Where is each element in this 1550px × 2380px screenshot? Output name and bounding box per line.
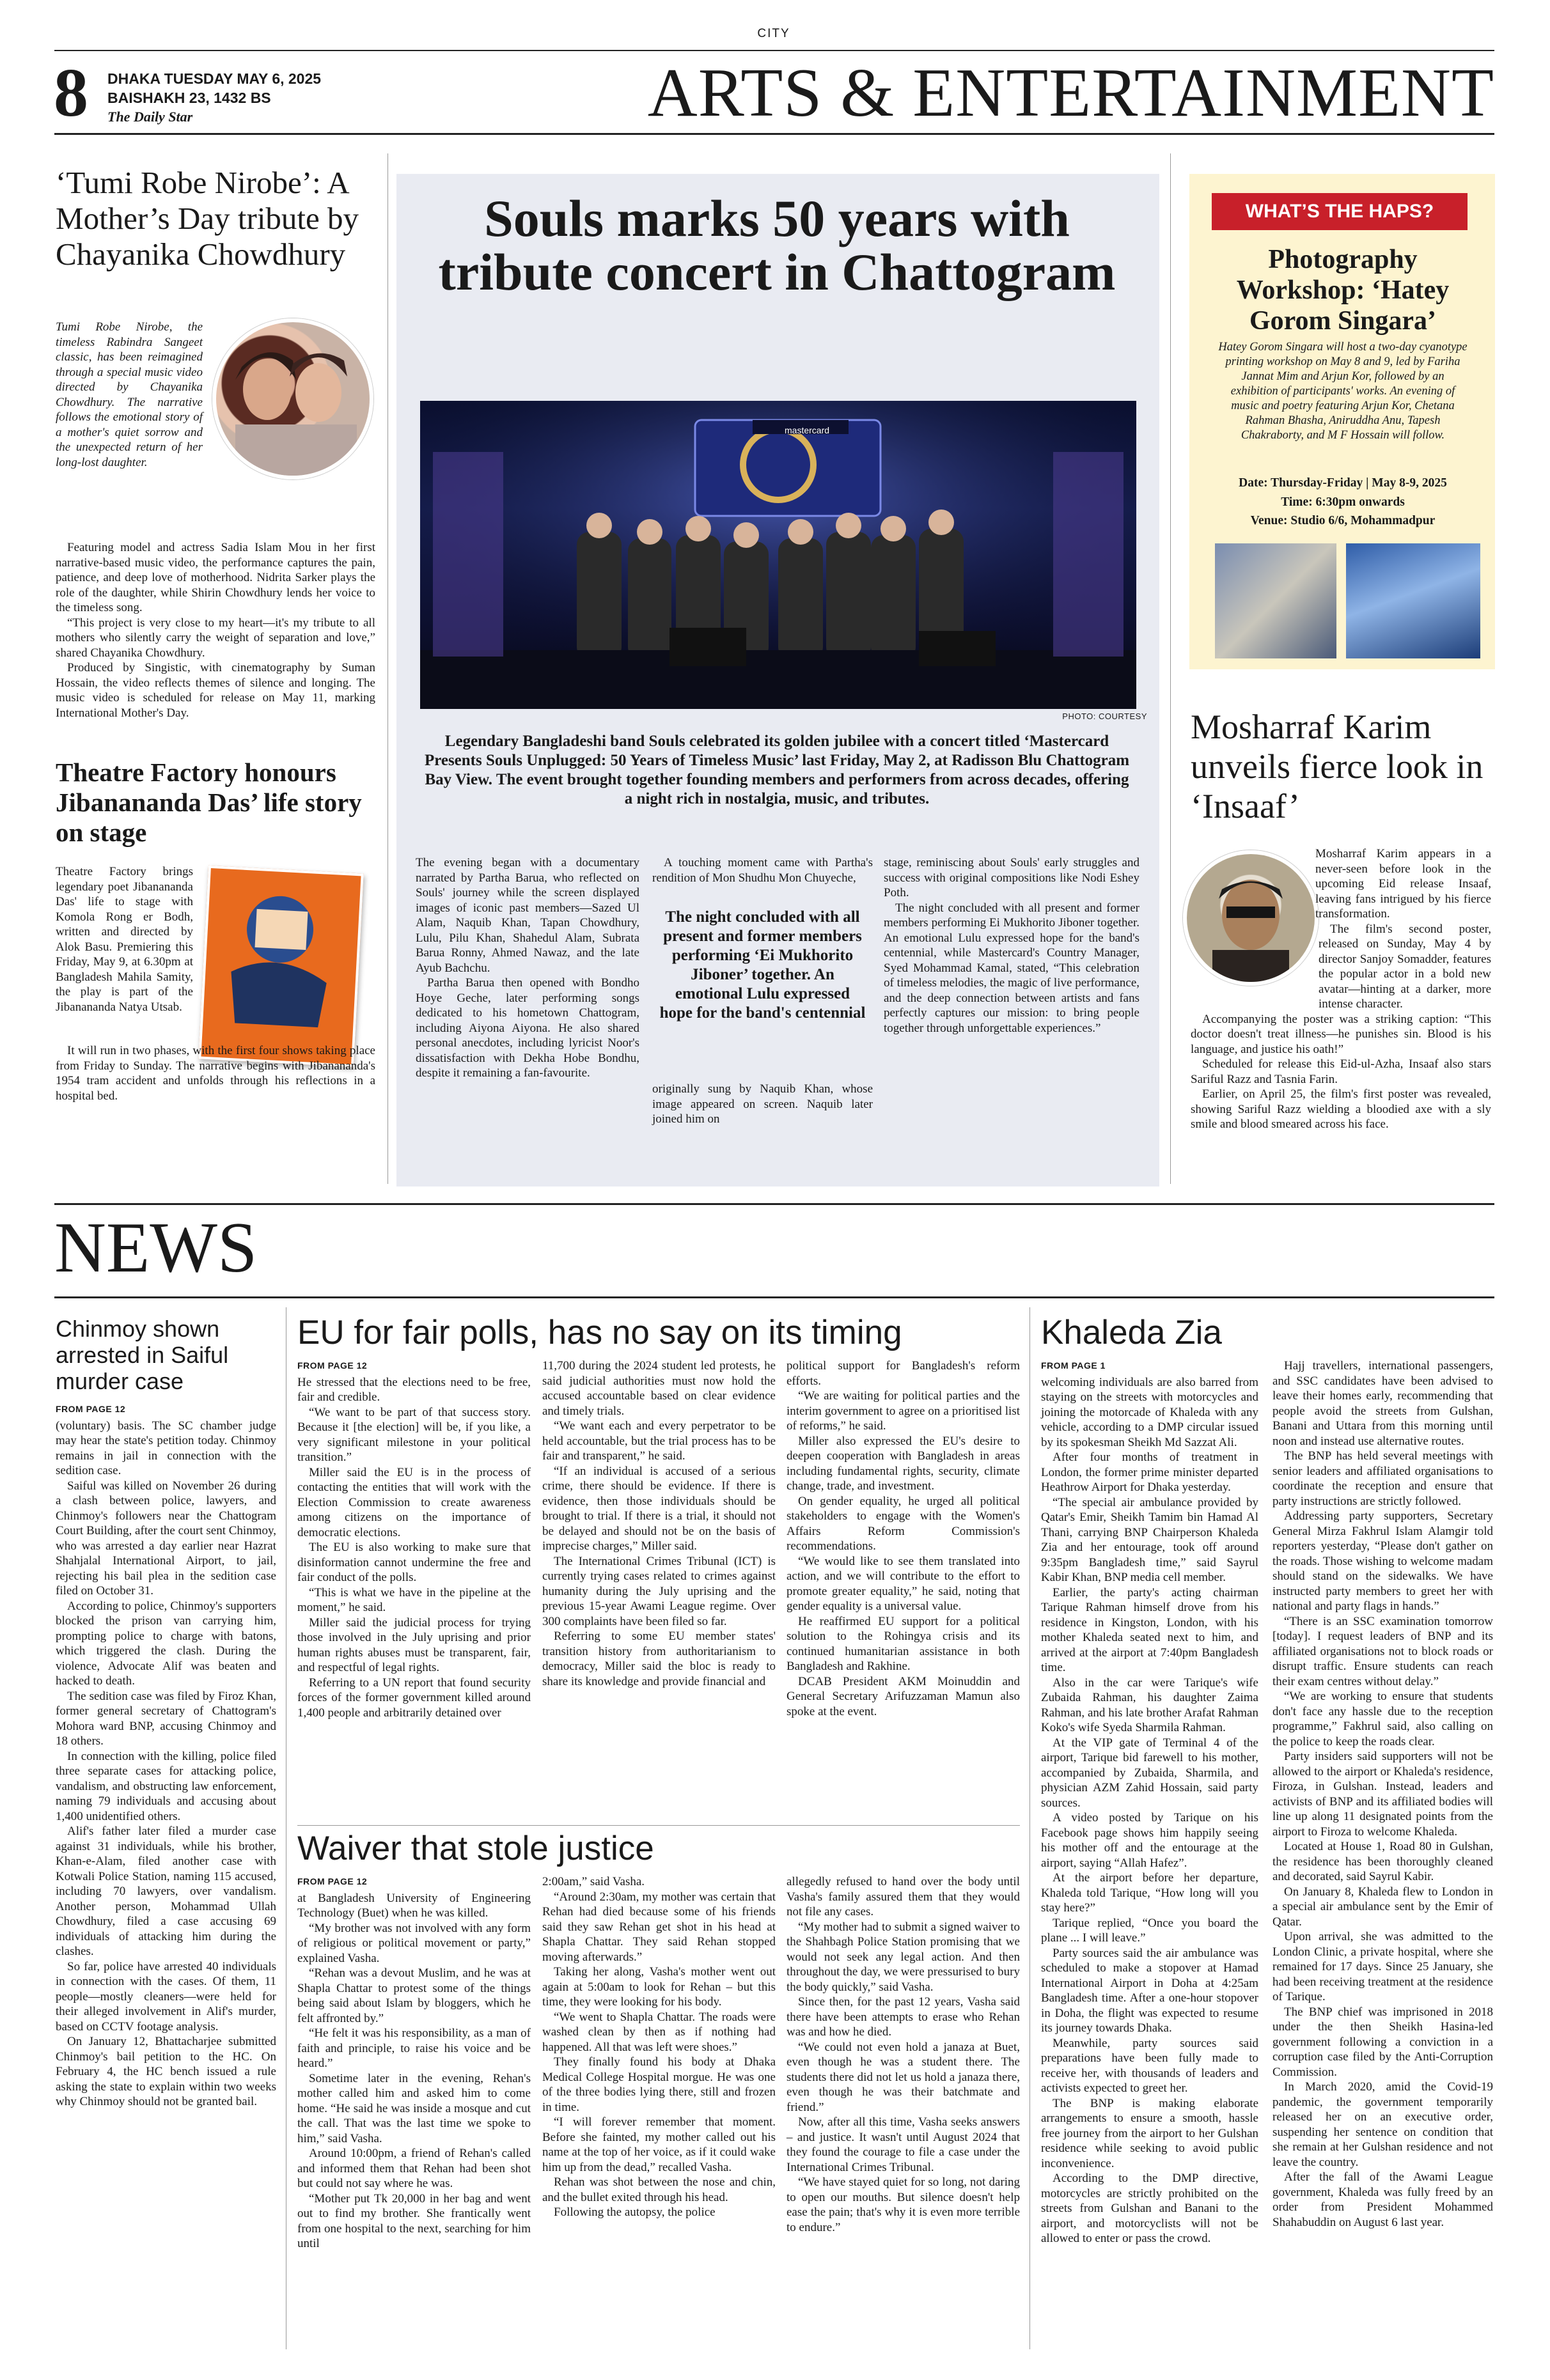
khaleda-col1: FROM PAGE 1 welcoming individuals are also barred from staying on the streets with motorcycles and joining the motorcade of Khaleda with any vehicle, according to a DMP circular issued by its spokesman Sheikh Md Sazzat Ali. After four months of treatment in London, the former prime minister departed Heathrow Airport for Dhaka yesterday. “The special air ambulance provided by Qatar's Emir, Sheikh Tamim bin Hamad Al Thani, carrying BNP Chairperson Khaleda Zia and her entourage, took off around 9:35pm Bangladesh time,” said Sayrul Kabir Khan, BNP media cell member. Earlier, the party's acting chairman Tarique Rahman himself drove from his residence in Kingston, London, with his mother Khaleda seated next to him, and arrived at the airport at 7:40pm Bangladesh time. Also in the car were Tarique's wife Zubaida Rahman, his daughter Zaima Rahman, and his late brother Arafat Rahman Koko's wife Syeda Sharmila Rahman. At the VIP gate of Terminal 4 of the airport, Tarique bid farewell to his mother, accompanied by Zubaida, Sharmila, and physician AZM Zahid Hossain, said party sources. A video posted by Tarique on his Facebook page shows him happily seeing his mother off and the entourage at the airport, saying “Allah Hafez”. At the airport before her departure, Khaleda told Tarique, “How long will you stay here?” Tarique replied, “Once you board the plane ... I will leave.” Party sources said the air ambulance was scheduled to make a stopover at Hamad International Airport in Doha at 4:25am Bangladesh time. After a one-hour stopover in Doha, the flight was expected to resume its journey towards Dhaka. Meanwhile, party sources said preparations have been fully made to receive her, with thousands of leaders and activists expected to greet her. The BNP is making elaborate arrangements to ensure a smooth, hassle free journey from the airport to her Gulshan residence while seeking to avoid public inconvenience. According to the DMP directive, motorcycles are strictly prohibited on the streets from Gulshan and Banani to the airport, and motorcyclists will not be allowed to enter or pass the crowd. bbox=[1041, 1358, 1258, 2246]
tumi-article bbox=[56, 165, 375, 272]
theatre-body-rest bbox=[56, 1043, 375, 1103]
news-top-rule bbox=[54, 1203, 1494, 1205]
theatre-body bbox=[56, 864, 193, 1015]
mosharraf-headline: Mosharraf Karim unveils fierce look in ‘Insaaf’ bbox=[1191, 708, 1483, 825]
souls-headline: Souls marks 50 years with tribute concert in Chattogram bbox=[438, 189, 1116, 301]
mosharraf-body bbox=[1191, 846, 1491, 1132]
col-divider-right bbox=[1170, 153, 1171, 1184]
theatre-poster bbox=[198, 866, 364, 1067]
souls-col3-p2: The night concluded with all present and former members performing Ei Mukhorito Jiboner together. An emotional Lulu expressed hope for the band's centennial, while Mastercard's Country Manager, Syed Mohammad Kamal, stated, “This celebration of timeless melodies, the magic of live performance, and the deep connection between artists and fans perfectly captures our mission: to bring people together through unforgettable experiences.” bbox=[884, 901, 1139, 1035]
haps-time: Time: 6:30pm onwards bbox=[1281, 495, 1405, 509]
page-number: 8 bbox=[54, 55, 88, 131]
tumi-p4: Produced by Singistic, with cinematography by Suman Hossain, the video reflects themes of silence and longing. The music video is scheduled for release on May 11, marking International Mother's Day. bbox=[56, 661, 375, 720]
news-title: NEWS bbox=[54, 1208, 258, 1287]
souls-col3 bbox=[884, 855, 1139, 1036]
tumi-headline: ‘Tumi Robe Nirobe’: A Mother’s Day tribute by Chayanika Chowdhury bbox=[56, 165, 359, 272]
eu-col1: FROM PAGE 12 He stressed that the elections need to be free, fair and credible. “We want to be part of that success story. Because it [the election] will be, if you like, a very significant milestone in your political transition.” Miller said the EU is in the process of contacting the entities that will work with the Election Commission to create awareness among citizens on the importance of democratic elections. The EU is also working to make sure that disinformation cannot undermine the free and fair conduct of the polls. “This is what we have in the pipeline at the moment,” he said. Miller said the judicial process for trying those involved in the July uprising and prior human rights abuses must be transparent, fair, and respectful of legal rights. Referring to a UN report that found security forces of the former government killed around 1,400 people and arbitrarily detained over bbox=[297, 1358, 531, 1720]
news-bottom-rule bbox=[54, 1296, 1494, 1298]
haps-body-text: Hatey Gorom Singara will host a two-day cyanotype printing workshop on May 8 and 9, led by Fariha Jannat Mim and Arjun Kor, followed by an exhibition of participants' works. An evening of music and poetry featuring Arjun Kor, Chetana Rahman Bhasha, Aniruddha Anu, Tapesh Chakraborty, and M F Hossain will follow. bbox=[1218, 341, 1468, 442]
haps-body bbox=[1218, 340, 1468, 443]
eu-waiver-rule bbox=[297, 1825, 1020, 1826]
photo-credit: PHOTO: COURTESY bbox=[1062, 712, 1147, 721]
khaleda-col2: Hajj travellers, international passengers, and SSC candidates have been advised to leave their homes early, recommending that people avoid the streets from Gulshan, Banani and Uttara from this morning until noon and instead use alternative routes. The BNP has held several meetings with senior leaders and affiliated organisations to coordinate the reception and ensure that party instructions are strictly followed. Addressing party supporters, Secretary General Mirza Fakhrul Islam Alamgir told reporters yesterday, “Please don't gather on the roads. Those wishing to welcome madam should stand on the sidewalks. We have instructed party members to greet her with national and party flags in hands.” “There is an SSC examination tomorrow [today]. I request leaders of BNP and its affiliated organisations not to block roads or disrupt traffic. Ensure students can reach their exam centres without delay.” “We are working to ensure that students don't face any hassle due to the reception programme,” Fakhrul said, also calling on the police to keep the roads clear. Party insiders said supporters will not be allowed to the airport or Khaleda's residence, Firoza, in Gulshan. Instead, leaders and activists of BNP and its affiliated bodies will line up along 11 designated points from the airport to Firoza to welcome Khaleda. Located at House 1, Road 80 in Gulshan, the residence has been thoroughly cleaned and decorated, said Sayrul Kabir. On January 8, Khaleda flew to London in a special air ambulance sent by the Emir of Qatar. Upon arrival, she was admitted to the London Clinic, a private hospital, where she remained for 17 days. Since 25 January, she had been receiving treatment at the residence of Tarique. The BNP chief was imprisoned in 2018 under the then Sheikh Hasina-led government following a conviction in a corruption case filed by the Anti-Corruption Commission. In March 2020, amid the Covid-19 pandemic, the government temporarily released her on an executive order, suspending her sentence on condition that she remain at her Gulshan residence and not leave the country. After the fall of the Awami League government, Khaleda was fully freed by an order from President Mohammed Shahabuddin on August 6 last year. bbox=[1272, 1359, 1493, 2229]
eu-col3: political support for Bangladesh's reform efforts. “We are waiting for political parties and the interim government to agree on a prioritised list of reforms,” he said. Miller also expressed the EU's desire to deepen cooperation with Bangladesh in areas including fundamental rights, security, climate change, trade, and investment. On gender equality, he urged all political stakeholders to engage with the Women's Affairs Reform Commission's recommendations. “We would like to see them translated into action, and we will contribute to the effort to promote greater equality,” he said, noting that gender equality is a universal value. He reaffirmed EU support for a political solution to the Rohingya crisis and its continued humanitarian assistance in both Bangladesh and Rakhine. DCAB President AKM Moinuddin and General Secretary Arifuzzaman Mamun also spoke at the event. bbox=[787, 1359, 1020, 1718]
mosharraf-p1: Mosharraf Karim appears in a never-seen before look in the upcoming Eid release Insaaf, leaving fans intrigued by his fierce transformation. bbox=[1315, 847, 1491, 921]
paper-name: The Daily Star bbox=[107, 109, 193, 125]
waiver-headline: Waiver that stole justice bbox=[297, 1830, 654, 1867]
top-rule bbox=[54, 50, 1494, 51]
souls-photo bbox=[420, 401, 1136, 709]
haps-image-right bbox=[1346, 543, 1480, 658]
souls-pullquote: The night concluded with all present and former members performing ‘Ei Mukhorito Jiboner’ together. An emotional Lulu expressed hope for the band's centennial bbox=[659, 908, 866, 1022]
eu-from: FROM PAGE 12 bbox=[297, 1360, 368, 1371]
souls-col1-p1: The evening began with a documentary narrated by Partha Barua, who reflected on Souls' journey while the screen displayed images of iconic past members—Sazed Ul Alam, Naquib Khan, Tapan Chowdhury, Lulu, Pilu Khan, Shahedul Alam, Subrata Barua Ronny, Ahmed Nawaz, and the late Ayub Bachchu. bbox=[416, 856, 639, 975]
chinmoy-from: FROM PAGE 12 bbox=[56, 1404, 126, 1414]
waiver-from: FROM PAGE 12 bbox=[297, 1876, 368, 1886]
souls-col2-top: A touching moment came with Partha's rendition of Mon Shudhu Mon Chuyeche, bbox=[652, 856, 873, 885]
mosharraf-p5: Earlier, on April 25, the film's first poster was revealed, showing Sariful Razz wielding a bloodied axe with a sly smile and blood smeared across his face. bbox=[1191, 1087, 1491, 1131]
souls-col1-p2: Partha Barua then opened with Bondho Hoye Gechе, later performing songs dedicated to his hometown Chattogram, including Aiyona Aiyona. He also shared personal anecdotes, including lyricist Noor's dissatisfaction with Dekha Hobe Bondhu, despite it remaining a fan-favourite. bbox=[416, 976, 639, 1080]
eu-col2: 11,700 during the 2024 student led protests, he said judicial authorities must now hold the accused accountable based on clear evidence and timely trials. “We want each and every perpetrator to be held accountable, but the trial process has to be fair and transparent,” he said. “If an individual is accused of a serious crime, there should be evidence. If there is evidence, then those individuals should be brought to trial. If there is a trial, it should not be delayed and should not be on the basis of imprecise charges,” Miller said. The International Crimes Tribunal (ICT) is currently trying cases related to crimes against humanity during the July uprising and the previous 15-year Awami League regime. Over 300 complaints have been filed so far. Referring to some EU member states' transition history from authoritarianism to democracy, Miller said the bloc is ready to share its knowledge and provide financial and bbox=[542, 1359, 776, 1688]
tumi-body-rest bbox=[56, 540, 375, 720]
haps-image-left bbox=[1215, 543, 1336, 658]
theatre-p2: It will run in two phases, with the first four shows taking place from Friday to Sunday. The narrative begins with Jibanananda's 1954 tram accident and unfolds through his reflections in a hospital bed. bbox=[56, 1044, 375, 1103]
chinmoy-headline: Chinmoy shown arrested in Saiful murder case bbox=[56, 1316, 229, 1394]
mosharraf-p2: The film's second poster, released on Sunday, May 4 by director Sanjoy Somadder, features the popular actor in a bold new avatar—hinting at a darker, more intense character. bbox=[1319, 922, 1491, 1011]
tumi-body bbox=[56, 320, 375, 470]
photo-banner-text: mastercard bbox=[785, 425, 830, 435]
souls-col2-bottom: originally sung by Naquib Khan, whose image appeared on screen. Naquib later joined him on bbox=[652, 1082, 873, 1126]
waiver-col2: 2:00am,” said Vasha. “Around 2:30am, my mother was certain that Rehan had died because some of his friends said they saw Rehan get shot in his head at Shapla Chattar. They said Rehan stopped moving afterwards.” Taking her along, Vasha's mother went out again at 5:00am to look for Rehan – but this time, they were looking for his body. “We went to Shapla Chattar. The roads were washed clean by then as if nothing had happened. All that was left were shoes.” They finally found his body at Dhaka Medical College Hospital morgue. He was one of the three bodies lying there, still and frozen in time. “I will forever remember that moment. Before she fainted, my mother called out his name at the top of her voice, as if it could wake him up from the dead,” recalled Vasha. Rehan was shot between the nose and chin, and the bullet exited through his head. Following the autopsy, the police bbox=[542, 1875, 776, 2219]
eu-headline: EU for fair polls, has no say on its timing bbox=[297, 1314, 902, 1351]
chinmoy-body: FROM PAGE 12 (voluntary) basis. The SC chamber judge may hear the state's petition today. Chinmoy remains in jail in connection with the sedition case. Saiful was killed on November 26 during a clash between police, lawyers, and Chinmoy's followers near the Chattogram Court Building, after the court sent Chinmoy, who was arrested a day earlier near Hazrat Shahjalal International Airport, to jail, rejecting his bail plea in the sedition case filed on October 31. According to police, Chinmoy's supporters blocked the prison van carrying him, prompting police to charge with batons, which triggered the clash. During the violence, Advocate Alif was beaten and hacked to death. The sedition case was filed by Firoz Khan, former general secretary of Chattogram's Mohora ward BNP, accusing Chinmoy and 18 others. In connection with the killing, police filed three separate cases for attacking police, vandalism, and obstructing law enforcement, naming 79 individuals and accusing about 1,400 unidentified others. Alif's father later filed a murder case against 31 individuals, while his brother, Khan-e-Alam, filed another case with Kotwali Police Station, naming 115 accused, including 70 lawyers, over vandalism. Another person, Mohammad Ullah Chowdhury, filed a case accusing 69 individuals of attacking him during the clashes. So far, police have arrested 40 individuals in connection with the cases. Of them, 11 people—mostly cleaners—were held for their alleged involvement in Alif's murder, based on CCTV footage analysis. On January 12, Bhattacharjee submitted Chinmoy's bail petition to the HC. On February 4, the HC bench issued a rule asking the state to explain within two weeks why Chinmoy should not be granted bail. bbox=[56, 1402, 276, 2110]
haps-venue: Venue: Studio 6/6, Mohammadpur bbox=[1250, 514, 1436, 527]
theatre-headline: Theatre Factory honours Jibanananda Das’ life story on stage bbox=[56, 758, 362, 847]
waiver-col3: allegedly refused to hand over the body until Vasha's family assured them that they would not file any cases. “My mother had to submit a signed waiver to the Shahbagh Police Station promising that we would not seek any legal action. And then throughout the day, we were pressurised to bury the body quickly,” said Vasha. Since then, for the past 12 years, Vasha said there have been attempts to erase who Rehan was and how he died. “We could not even hold a janaza at Buet, even though he was a student there. The students there did not let us hold a janaza there, even though he was their batchmate and friend.” Now, after all this time, Vasha seeks answers – and justice. It wasn't until August 2024 that they found the courage to file a case under the International Crimes Tribunal. “We have stayed quiet for so long, not daring to open our mouths. But silence doesn't help ease the pain; that's why it is even more terrible to endure.” bbox=[787, 1875, 1020, 2234]
masthead-rule bbox=[54, 133, 1494, 135]
tumi-p1: Tumi Robe Nirobe, the timeless Rabindra Sangeet classic, has been reimagined through a special music video directed by Chayanika Chowdhury. The narrative follows the emotional story of a mother's quiet sorrow and the unexpected return of her long-lost daughter. bbox=[56, 320, 203, 469]
section-title: ARTS & ENTERTAINMENT bbox=[647, 55, 1494, 131]
haps-headline: Photography Workshop: ‘Hatey Gorom Singara’ bbox=[1236, 245, 1450, 336]
bangla-date: BAISHAKH 23, 1432 BS bbox=[107, 89, 271, 106]
souls-col2 bbox=[652, 855, 873, 885]
souls-col1 bbox=[416, 855, 639, 1081]
souls-col3-p1: stage, reminiscing about Souls' early struggles and success with original compositions like Nodi Eshey Poth. bbox=[884, 856, 1139, 899]
news-divider-2 bbox=[1029, 1307, 1030, 2349]
section-label: CITY bbox=[757, 27, 790, 40]
khaleda-headline: Khaleda Zia bbox=[1041, 1314, 1222, 1351]
haps-badge: WHAT’S THE HAPS? bbox=[1212, 193, 1468, 230]
mosharraf-p4: Scheduled for release this Eid-ul-Azha, Insaaf also stars Sariful Razz and Tasnia Farin. bbox=[1191, 1057, 1491, 1086]
souls-standfirst: Legendary Bangladeshi band Souls celebrated its golden jubilee with a concert titled ‘Mastercard Presents Souls Unplugged: 50 Years of Timeless Music’ last Friday, May 2, at Radisson Blu Chattogram Bay View. The event brought together founding members and performers from across decades, offering a night rich in nostalgia, music, and tributes. bbox=[424, 733, 1130, 807]
mosharraf-p3: Accompanying the poster was a striking caption: “This doctor doesn't treat illness—he punishes sin. Blood is his language, and justice his oath!” bbox=[1191, 1012, 1491, 1056]
tumi-p3: “This project is very close to my heart—it's my tribute to all mothers who silently carry the weight of separation and love,” shared Chayanika Chowdhury. bbox=[56, 616, 375, 660]
tumi-p2: Featuring model and actress Sadia Islam Mou in her first narrative-based music video, the performance captures the pain, patience, and deep love of motherhood. Nidrita Sarker plays the role of the daughter, while Shirin Chowdhury lends her voice to the timeless song. bbox=[56, 541, 375, 614]
dateline: DHAKA TUESDAY MAY 6, 2025 bbox=[107, 70, 322, 87]
haps-date: Date: Thursday-Friday | May 8-9, 2025 bbox=[1239, 476, 1447, 490]
waiver-col1: FROM PAGE 12 at Bangladesh University of Engineering Technology (Buet) when he was killed. “My brother was not involved with any form of religious or political movement or party,” explained Vasha. “Rehan was a devout Muslim, and he was at Shapla Chattar to protest some of the things being said about Islam by bloggers, which he felt affronted by.” “He felt it was his responsibility, as a man of faith and principle, to raise his voice and be heard.” Sometime later in the evening, Rehan's mother called him and asked him to come home. “He said he was inside a mosque and cut the call. That was the last time we spoke to him,” said Vasha. Around 10:00pm, a friend of Rehan's called and informed them that Rehan had been shot but could not say where he was. “Mother put Tk 20,000 in her bag and went out to find my brother. She frantically went from one hospital to the next, searching for him until bbox=[297, 1874, 531, 2252]
theatre-p1: Theatre Factory brings legendary poet Jibanananda Das' life to stage with Komola Rong er Bodh, written and directed by Alok Basu. Premiering this Friday, May 9, at 6.30pm at Bangladesh Mahila Samity, the play is part of the Jibanananda Natya Utsab. bbox=[56, 865, 193, 1014]
khaleda-from: FROM PAGE 1 bbox=[1041, 1360, 1106, 1371]
